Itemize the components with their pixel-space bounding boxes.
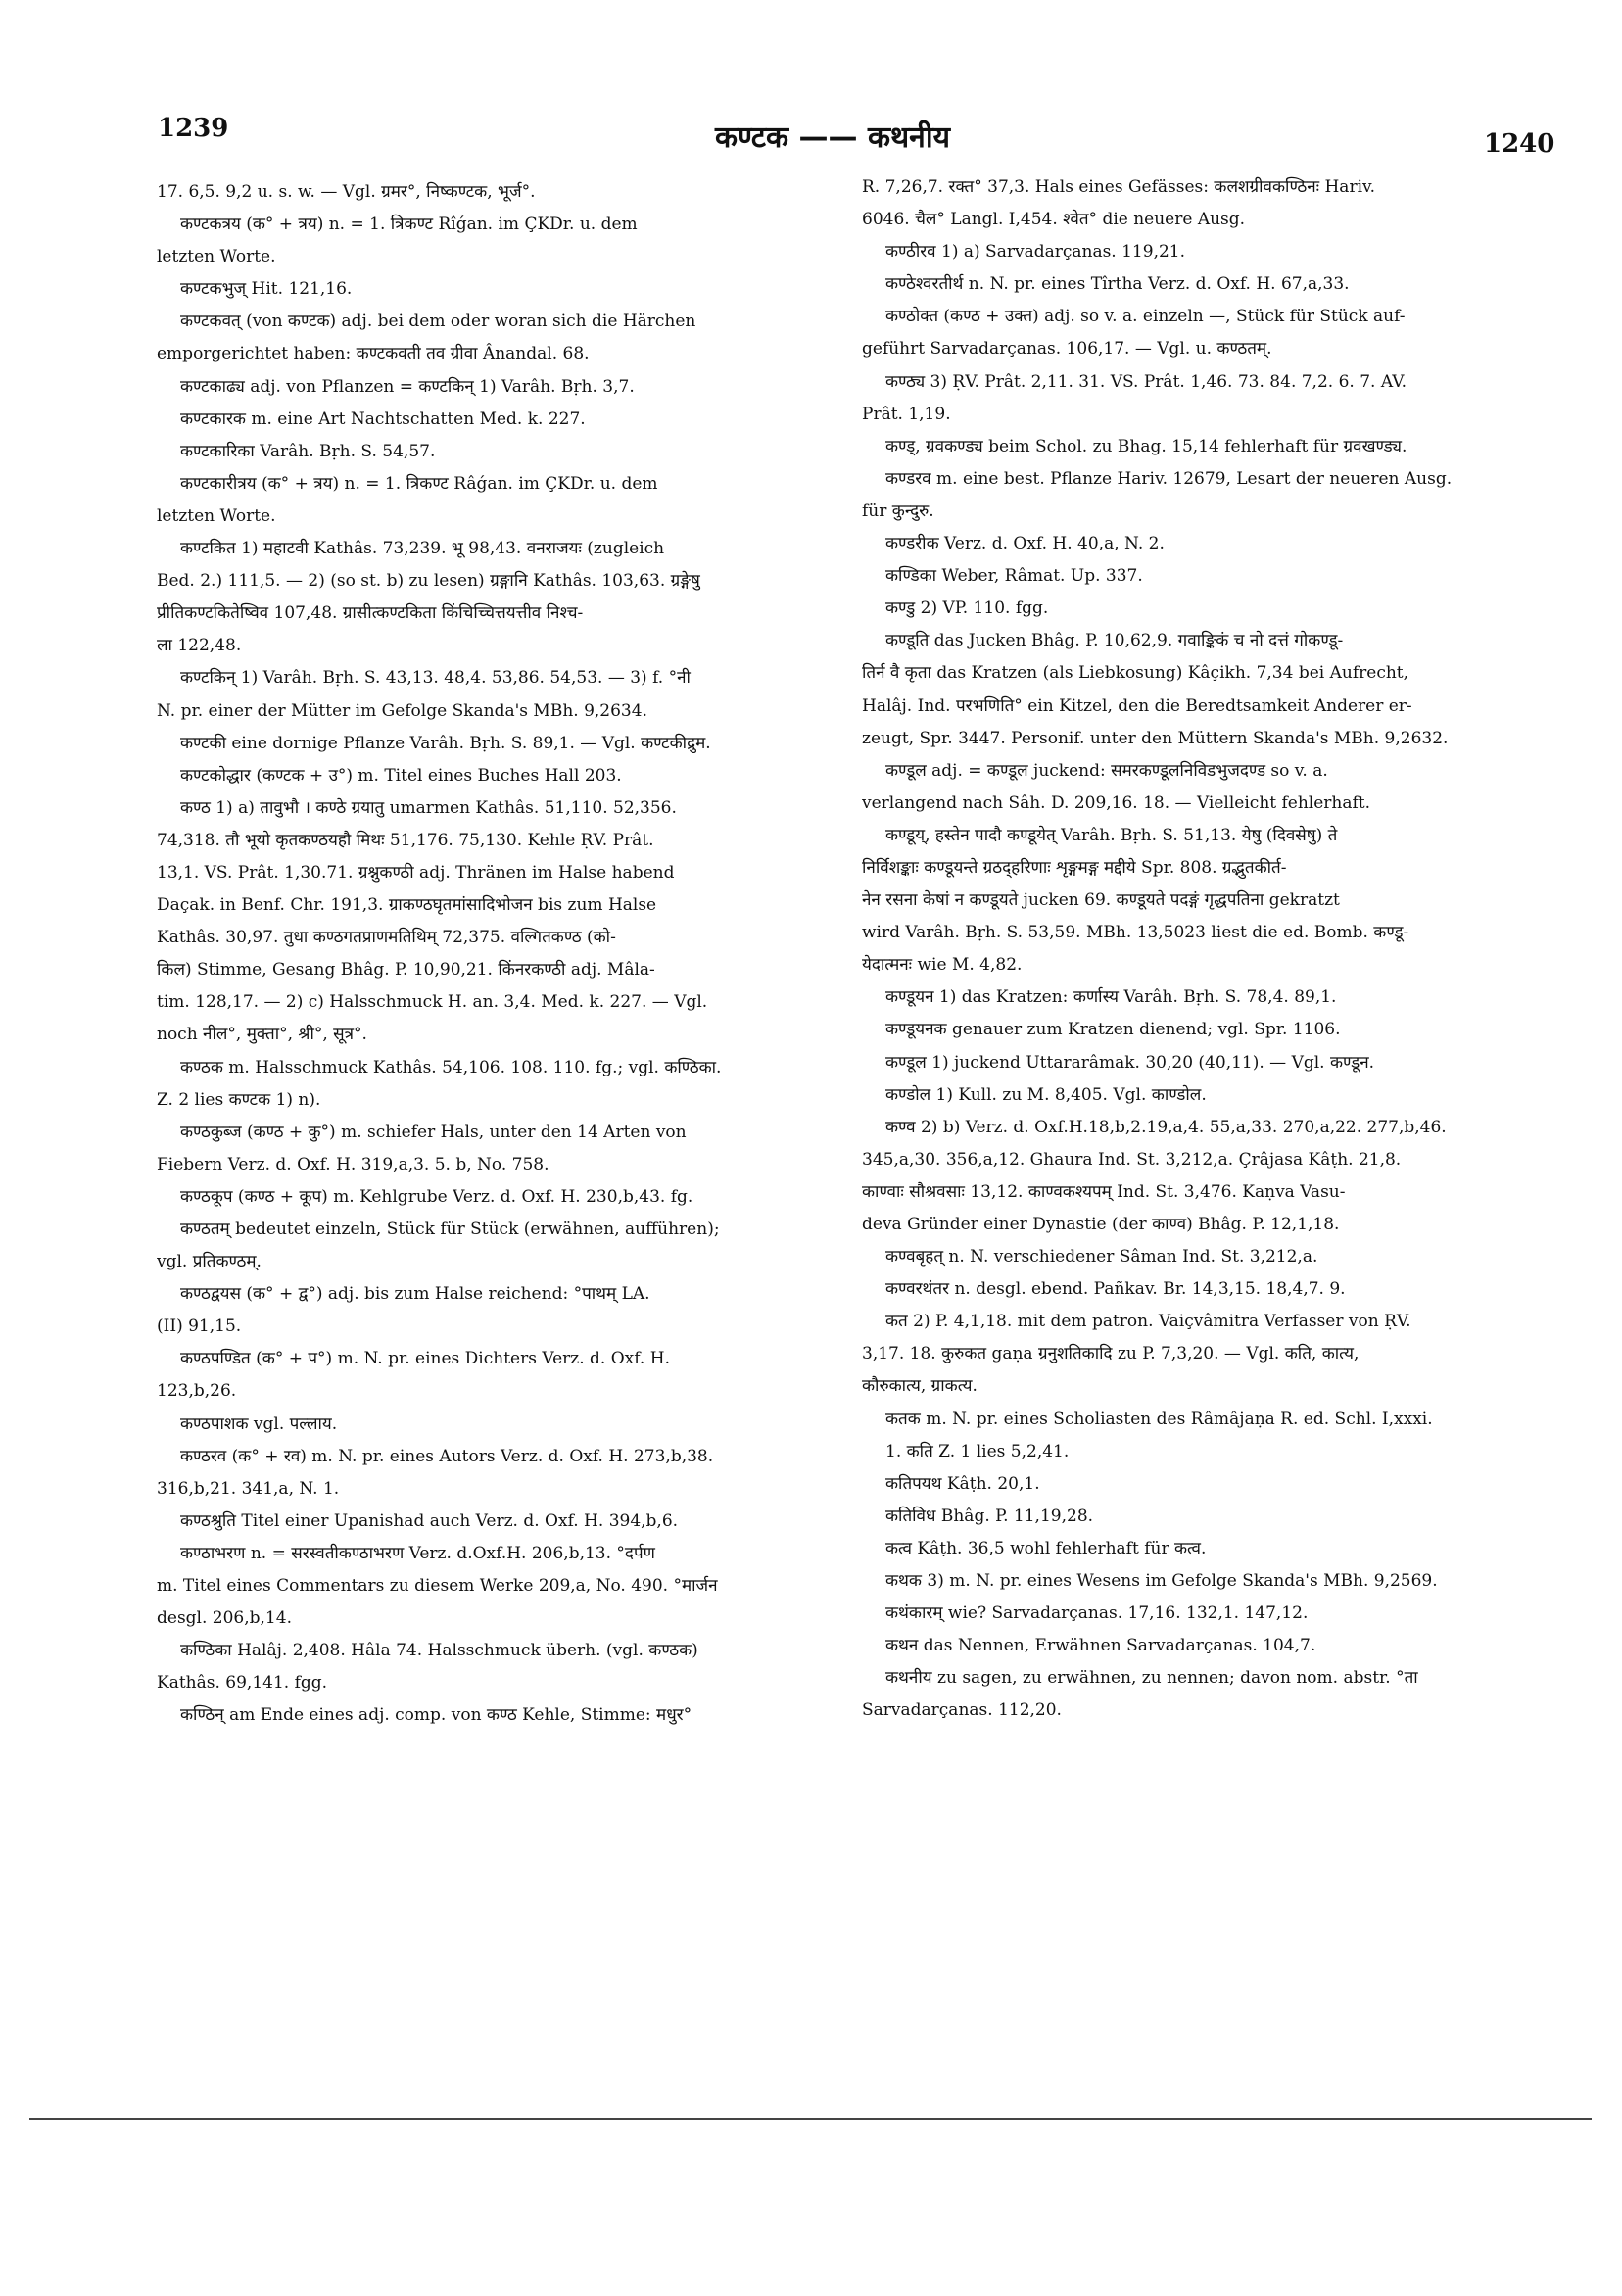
right-column bbox=[862, 171, 1523, 1728]
text-line: कथनीय zu sagen, zu erwähnen, zu nennen; davon nom. abstr. °ता bbox=[885, 1668, 1418, 1689]
text-line: Kathâs. 69,141. fgg. bbox=[157, 1673, 328, 1694]
text-line: Fiebern Verz. d. Oxf. H. 319,a,3. 5. b, No. 758. bbox=[157, 1154, 549, 1174]
text-line: für कुन्दुरु. bbox=[862, 501, 934, 521]
text-line: verlangend nach Sâh. D. 209,16. 18. — Vielleicht fehlerhaft. bbox=[862, 792, 1371, 813]
text-line: कण्डिका Weber, Râmat. Up. 337. bbox=[885, 566, 1143, 587]
text-line: 13,1. VS. Prât. 1,30.71. ग्रश्नुकण्ठी adj. Thränen im Halse habend bbox=[157, 862, 675, 883]
text-line: desgl. 206,b,14. bbox=[157, 1608, 292, 1629]
text-line: कण्डूल adj. = कण्डूल juckend: समरकण्डूलनिविडभुजदण्ड so v. a. bbox=[885, 760, 1328, 781]
text-line: noch नील°, मुक्ता°, श्री°, सूत्र°. bbox=[157, 1025, 367, 1045]
text-line: zeugt, Spr. 3447. Personif. unter den Müttern Skanda's MBh. 9,2632. bbox=[862, 728, 1449, 748]
text-line: 316,b,21. 341,a, N. 1. bbox=[157, 1478, 340, 1499]
text-line: कण्ड्, ग्रवकण्ड्य beim Schol. zu Bhag. 15,14 fehlerhaft für ग्रवखण्ड्य. bbox=[885, 436, 1407, 456]
text-line: कण्डोल 1) Kull. zu M. 8,405. Vgl. काण्डोल. bbox=[885, 1084, 1207, 1105]
text-line: कण्ठिका Halâj. 2,408. Hâla 74. Halsschmuck überh. (vgl. कण्ठक) bbox=[180, 1641, 698, 1661]
text-line: vgl. प्रतिकण्ठम्. bbox=[157, 1252, 262, 1272]
text-line: कण्ठिन् am Ende eines adj. comp. von कण्ठ Kehle, Stimme: मधुर° bbox=[180, 1705, 692, 1726]
text-line: कण्टकवत् (von कण्टक) adj. bei dem oder woran sich die Härchen bbox=[180, 311, 696, 332]
text-line: कण्टकाढ्य adj. von Pflanzen = कण्टकिन् 1) Varâh. Bṛh. 3,7. bbox=[180, 376, 635, 397]
text-line: कण्डूय्, हस्तेन पादौ कण्डूयेत् Varâh. Bṛh. S. 51,13. येषु (दिवसेषु) ते bbox=[885, 825, 1338, 845]
text-line: कण्डूल 1) juckend Uttararâmak. 30,20 (40,11). — Vgl. कण्डून. bbox=[885, 1052, 1375, 1073]
text-line: कत 2) P. 4,1,18. mit dem patron. Vaiçvâmitra Verfasser von ṚV. bbox=[885, 1312, 1411, 1332]
text-line: (II) 91,15. bbox=[157, 1316, 242, 1337]
text-line: कण्टकिन् 1) Varâh. Bṛh. S. 43,13. 48,4. 53,86. 54,53. — 3) f. °नी bbox=[180, 668, 691, 689]
text-line: कण्डरव m. eine best. Pflanze Hariv. 12679, Lesart der neueren Ausg. bbox=[885, 468, 1453, 489]
text-line: tim. 128,17. — 2) c) Halsschmuck H. an. 3,4. Med. k. 227. — Vgl. bbox=[157, 992, 708, 1013]
text-line: कतिविध Bhâg. P. 11,19,28. bbox=[885, 1506, 1094, 1526]
text-line: कण्टकारिका Varâh. Bṛh. S. 54,57. bbox=[180, 441, 436, 461]
text-line: कण्ठ 1) a) तावुभौ । कण्ठे ग्रयातु umarmen Kathâs. 51,110. 52,356. bbox=[180, 797, 677, 818]
left-column bbox=[157, 176, 818, 1733]
text-line: कण्टकारक m. eine Art Nachtschatten Med. k. 227. bbox=[180, 408, 586, 429]
text-line: कथन das Nennen, Erwähnen Sarvadarçanas. 104,7. bbox=[885, 1636, 1316, 1656]
text-line: कतक m. N. pr. eines Scholiasten des Râmâjaṇa R. ed. Schl. I,xxxi. bbox=[885, 1409, 1433, 1429]
text-line: ला 122,48. bbox=[157, 636, 242, 656]
text-line: कण्ठपण्डित (क° + प°) m. N. pr. eines Dichters Verz. d. Oxf. H. bbox=[180, 1349, 670, 1369]
text-line: कत्व Kâṭh. 36,5 wohl fehlerhaft für कत्व. bbox=[885, 1538, 1207, 1558]
text-line: Sarvadarçanas. 112,20. bbox=[862, 1700, 1062, 1721]
text-line: कण्ठेश्वरतीर्थ n. N. pr. eines Tîrtha Verz. d. Oxf. H. 67,a,33. bbox=[885, 274, 1350, 295]
text-line: नेन रसना केषां न कण्डूयते jucken 69. कण्डूयते पदङ्गं गृद्धपतिना gekratzt bbox=[862, 890, 1340, 911]
text-line: कण्डु 2) VP. 110. fgg. bbox=[885, 598, 1049, 619]
text-line: कण्ठोक्त (कण्ठ + उक्त) adj. so v. a. einzeln —, Stück für Stück auf- bbox=[885, 307, 1406, 327]
text-line: 3,17. 18. कुरुकत gaṇa ग्रनुशतिकादि zu P. 7,3,20. — Vgl. कति, कात्य, bbox=[862, 1344, 1360, 1364]
text-line: कण्ठ्य 3) ṚV. Prât. 2,11. 31. VS. Prât. 1,46. 73. 84. 7,2. 6. 7. AV. bbox=[885, 371, 1407, 392]
text-line: कण्ठक m. Halsschmuck Kathâs. 54,106. 108. 110. fg.; vgl. कण्ठिका. bbox=[180, 1057, 722, 1077]
text-line: कण्टकभुज् Hit. 121,16. bbox=[180, 279, 353, 300]
text-line: कथक 3) m. N. pr. eines Wesens im Gefolge Skanda's MBh. 9,2569. bbox=[885, 1571, 1438, 1592]
text-line: Daçak. in Benf. Chr. 191,3. ग्राकण्ठघृतमांसादिभोजन bis zum Halse bbox=[157, 895, 657, 916]
text-line: प्रीतिकण्टकितेष्विव 107,48. ग्रासीत्कण्टकिता किंचिच्चित्तयत्तीव निश्च- bbox=[157, 603, 584, 624]
text-line: कण्ठश्रुति Titel einer Upanishad auch Verz. d. Oxf. H. 394,b,6. bbox=[180, 1510, 679, 1531]
text-line: Bed. 2.) 111,5. — 2) (so st. b) zu lesen) ग्रङ्गानि Kathâs. 103,63. ग्रङ्गेषु bbox=[157, 571, 700, 592]
text-line: Prât. 1,19. bbox=[862, 404, 951, 424]
text-line: Halâj. Ind. परभणिति° ein Kitzel, den die Beredtsamkeit Anderer er- bbox=[862, 695, 1412, 716]
text-line: कण्टकारीत्रय (क° + त्रय) n. = 1. त्रिकण्ट Râǵan. im ÇKDr. u. dem bbox=[180, 473, 658, 494]
running-head: कण्टक —— कथनीय bbox=[714, 120, 951, 155]
text-line: कण्ठपाशक vgl. पल्लाय. bbox=[180, 1413, 338, 1434]
text-line: कथंकारम् wie? Sarvadarçanas. 17,16. 132,1. 147,12. bbox=[885, 1603, 1309, 1624]
text-line: कण्टकित 1) महाटवी Kathâs. 73,239. भू 98,43. वनराजयः (zugleich bbox=[180, 539, 665, 559]
text-line: कण्ठद्वयस (क° + द्व°) adj. bis zum Halse reichend: °पाथम् LA. bbox=[180, 1284, 650, 1305]
text-line: 74,318. तौ भूयो कृतकण्ठयहौ मिथः 51,176. 75,130. Kehle ṚV. Prât. bbox=[157, 830, 654, 850]
text-line: wird Varâh. Bṛh. S. 53,59. MBh. 13,5023 liest die ed. Bomb. कण्डू- bbox=[862, 923, 1409, 943]
text-line: कण्वबृहत् n. N. verschiedener Sâman Ind. St. 3,212,a. bbox=[885, 1247, 1318, 1268]
text-line: 6046. चैल° Langl. I,454. श्वेत° die neuere Ausg. bbox=[862, 210, 1246, 230]
text-line: letzten Worte. bbox=[157, 247, 276, 267]
text-line: emporgerichtet haben: कण्टकवती तव ग्रीवा Ânandal. 68. bbox=[157, 344, 590, 364]
text-line: कण्टकत्रय (क° + त्रय) n. = 1. त्रिकण्ट Rîǵan. im ÇKDr. u. dem bbox=[180, 215, 638, 235]
text-line: कण्डूयनक genauer zum Kratzen dienend; vgl. Spr. 1106. bbox=[885, 1020, 1341, 1040]
text-line: geführt Sarvadarçanas. 106,17. — Vgl. u. कण्ठतम्. bbox=[862, 339, 1272, 359]
text-line: Z. 2 lies कण्टक 1) n). bbox=[157, 1089, 321, 1110]
page-number-right: 1240 bbox=[1484, 129, 1555, 159]
text-line: कण्टकोद्धार (कण्टक + उ°) m. Titel eines Buches Hall 203. bbox=[180, 765, 622, 786]
text-line: deva Gründer einer Dynastie (der काण्व) Bhâg. P. 12,1,18. bbox=[862, 1215, 1340, 1234]
bottom-rule bbox=[29, 2118, 1592, 2120]
text-line: कण्ठरव (क° + रव) m. N. pr. eines Autors Verz. d. Oxf. H. 273,b,38. bbox=[180, 1446, 714, 1466]
text-line: कतिपयथ Kâṭh. 20,1. bbox=[885, 1473, 1040, 1494]
text-line: कण्डूति das Jucken Bhâg. P. 10,62,9. गवाङ्किकं च नो दत्तं गोकण्डू- bbox=[885, 631, 1344, 651]
text-line: m. Titel eines Commentars zu diesem Werke 209,a, No. 490. °मार्जन bbox=[157, 1576, 718, 1597]
text-line: कण्ठकूप (कण्ठ + कूप) m. Kehlgrube Verz. d. Oxf. H. 230,b,43. fg. bbox=[180, 1186, 693, 1207]
text-line: कण्ठतम् bedeutet einzeln, Stück für Stück (erwähnen, aufführen); bbox=[180, 1220, 720, 1239]
text-line: येदात्मनः wie M. 4,82. bbox=[862, 955, 1023, 976]
text-line: तिर्न वै कृता das Kratzen (als Liebkosung) Kâçikh. 7,34 bei Aufrecht, bbox=[862, 663, 1409, 684]
text-line: कण्ठकुब्ज (कण्ठ + कु°) m. schiefer Hals, unter den 14 Arten von bbox=[180, 1122, 687, 1142]
text-line: कण्टकी eine dornige Pflanze Varâh. Bṛh. S. 89,1. — Vgl. कण्टकीद्रुम. bbox=[180, 733, 711, 753]
text-line: काण्वाः सौश्रवसाः 13,12. काण्वकश्यपम् Ind. St. 3,476. Kaṇva Vasu- bbox=[862, 1181, 1346, 1202]
text-line: निर्विशङ्काः कण्डूयन्ते ग्रठद्हरिणाः शृङ्गमङ्ग मद्दीये Spr. 808. ग्रद्भुतकीर्त- bbox=[862, 857, 1287, 878]
text-line: कण्वरथंतर n. desgl. ebend. Pañkav. Br. 14,3,15. 18,4,7. 9. bbox=[885, 1279, 1346, 1300]
text-line: letzten Worte. bbox=[157, 505, 276, 526]
text-line: 1. कति Z. 1 lies 5,2,41. bbox=[885, 1441, 1070, 1461]
text-line: कण्व 2) b) Verz. d. Oxf.H.18,b,2.19,a,4. 55,a,33. 270,a,22. 277,b,46. bbox=[885, 1117, 1447, 1137]
text-line: कौरुकात्य, ग्राकत्य. bbox=[862, 1376, 978, 1397]
page-number-left: 1239 bbox=[158, 114, 229, 143]
text-line: 345,a,30. 356,a,12. Ghaura Ind. St. 3,212,a. Çrâjasa Kâṭh. 21,8. bbox=[862, 1149, 1402, 1170]
text-line: Kathâs. 30,97. तुधा कण्ठगतप्राणमतिथिम् 72,375. वल्गितकण्ठ (को- bbox=[157, 928, 616, 948]
text-line: कण्डूयन 1) das Kratzen: कर्णास्य Varâh. Bṛh. S. 78,4. 89,1. bbox=[885, 987, 1337, 1008]
text-line: कण्डरीक Verz. d. Oxf. H. 40,a, N. 2. bbox=[885, 534, 1165, 554]
text-line: कण्ठाभरण n. = सरस्वतीकण्ठाभरण Verz. d.Oxf.H. 206,b,13. °दर्पण bbox=[180, 1543, 655, 1563]
text-line: R. 7,26,7. रक्त° 37,3. Hals eines Gefässes: कलशग्रीवकण्ठिनः Hariv. bbox=[862, 177, 1375, 197]
text-line: किल) Stimme, Gesang Bhâg. P. 10,90,21. किंनरकण्ठी adj. Mâla- bbox=[157, 960, 655, 981]
text-line: कण्ठीरव 1) a) Sarvadarçanas. 119,21. bbox=[885, 242, 1186, 263]
text-line: N. pr. einer der Mütter im Gefolge Skanda's MBh. 9,2634. bbox=[157, 700, 647, 721]
text-line: 17. 6,5. 9,2 u. s. w. — Vgl. ग्रमर°, निष्कण्टक, भूर्ज°. bbox=[157, 182, 536, 202]
text-line: 123,b,26. bbox=[157, 1381, 237, 1402]
